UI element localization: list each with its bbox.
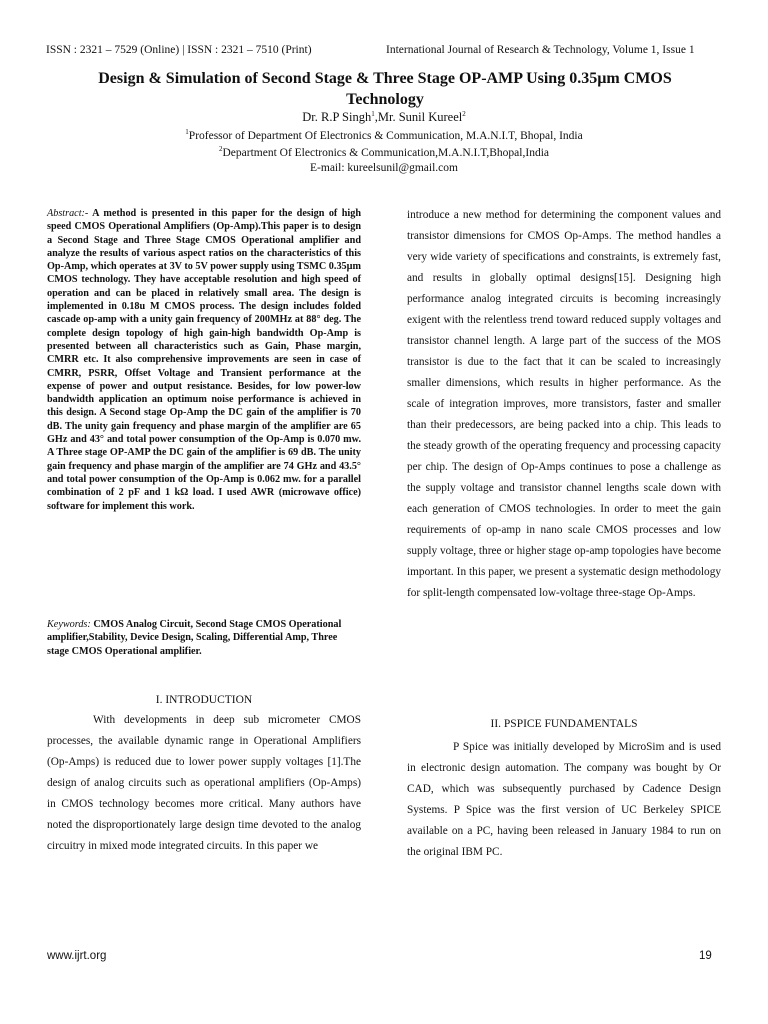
affiliation-2-text: Department Of Electronics & Communication,M.A.N.I.T,Bhopal,India	[222, 147, 549, 159]
author-2-sup: 2	[462, 110, 466, 118]
affiliation-1-sup: 1	[185, 128, 189, 136]
author-sep: ,	[374, 110, 378, 124]
affiliation-1	[0, 128, 768, 142]
header-journal: International Journal of Research & Technology, Volume 1, Issue 1	[386, 44, 695, 56]
column-2-body: introduce a new method for determining the component values and transistor dimensions for CMOS Op-Amps. The method handles a very wide variety of specifications and constraints, is extremely fast, and results in globally optimal designs[15]. Designing high performance analog integrated circuits is becoming increasingly exigent with the relentless trend toward reduced supply voltages and transistor channel length. A large part of the success of the MOS transistor is due to the fact that it can be scaled to increasingly smaller dimensions, which results in higher performance. As the scale of integration improves, more transistors, faster and smaller than their predecessors, are being packed into a chip. This leads to the steady growth of the operating frequency and processing capacity per chip. The design of Op-Amps continues to pose a challenge as the supply voltage and transistor channel lengths scale down with each generation of CMOS technologies. In order to meet the gain requirements of op-amp in nano scale CMOS processes and low supply voltage, three or higher stage op-amp topologies have become important. In this paper, we present a systematic design methodology for split-length compensated low-voltage three-stage Op-Amps.	[407, 209, 721, 599]
affiliation-2	[0, 145, 768, 159]
page-number: 19	[699, 950, 712, 962]
keywords-label: Keywords:	[47, 619, 91, 630]
footer-url: www.ijrt.org	[47, 950, 107, 962]
section-2-heading: II. PSPICE FUNDAMENTALS	[490, 718, 638, 730]
abstract-label: Abstract:-	[47, 208, 89, 219]
section-1-heading: I. INTRODUCTION	[155, 694, 253, 706]
keywords-text: CMOS Analog Circuit, Second Stage CMOS Operational amplifier,Stability, Device Design, Scaling, Differential Amp, Three stage CMOS Operational amplifier.	[47, 619, 342, 657]
section-1-body: With developments in deep sub micrometer CMOS processes, the available dynamic range in Operational Amplifiers (Op-Amps) is reduced due to lower power supply voltages [1].The design of analog circuits such as operational amplifiers (Op-Amps) in CMOS technology becomes more critical. Many authors have noted the disproportionately large design time devoted to the analog circuitry in mixed mode integrated circuits. In this paper we	[47, 714, 361, 852]
author-1-sup: 1	[371, 110, 375, 118]
affiliation-2-sup: 2	[218, 145, 223, 153]
affiliation-1-text: Professor of Department Of Electronics & Communication, M.A.N.I.T, Bhopal, India	[188, 130, 583, 142]
abstract	[47, 207, 361, 513]
abstract-text: A method is presented in this paper for the design of high speed CMOS Operational Amplifiers (Op-Amp).This paper is to design a Second Stage and Three Stage CMOS Operational amplifier and analyze the results of various aspect ratios on the characteristics of this Op-Amp, which operates at 3V to 5V power supply using TSMC 0.35µm CMOS technology. They have acceptable resolution and high speed of operation and can be placed in relatively small area. The design is implemented in 0.18u M CMOS process. The design includes folded cascade op-amp with a unity gain frequency of 200MHz at 88° deg. The complete design topology of high gain-high bandwidth Op-Amp is presented between all characteristics such as Gain, Phase margin, CMRR etc. It also comprehensive improvements are seen in case of CMRR, PSRR, Offset Voltage and Transient performance at the expense of power and output resistance. Besides, for low power-low bandwidth application an optimum noise performance is achieved in this design. A Second stage Op-Amp the DC gain of the amplifier is 70 dB. The unity gain frequency and phase margin of the amplifier are 65 GHz and 43° and total power consumption of the Op-Amp is 0.070 mw. A Three stage OP-AMP the DC gain of the amplifier is 69 dB. The unity gain frequency and phase margin of the amplifier are 74 GHz and 43.5° and total power consumption of the Op-Amp is 0.062 mw. for a parallel combination of 2 pF and 1 kΩ load. I used AWR (microwave office) software for implement this work.	[47, 208, 361, 512]
header-issn: ISSN : 2321 – 7529 (Online) | ISSN : 2321 – 7510 (Print)	[46, 44, 312, 56]
author-1: Dr. R.P Singh	[302, 110, 372, 124]
paper-title: Design & Simulation of Second Stage & Three Stage OP-AMP Using 0.35µm CMOS Technology	[98, 70, 672, 108]
keywords	[47, 618, 361, 658]
section-2-body: P Spice was initially developed by MicroSim and is used in electronic design automation. The company was bought by Or CAD, which was subsequently purchased by Cadence Design Systems. P Spice was the first version of UC Berkeley SPICE available on a PC, having been released in January 1984 to run on the original IBM PC.	[407, 741, 721, 858]
author-line	[0, 110, 768, 125]
author-2: Mr. Sunil Kureel	[377, 110, 463, 124]
author-email: E-mail: kureelsunil@gmail.com	[310, 162, 458, 174]
